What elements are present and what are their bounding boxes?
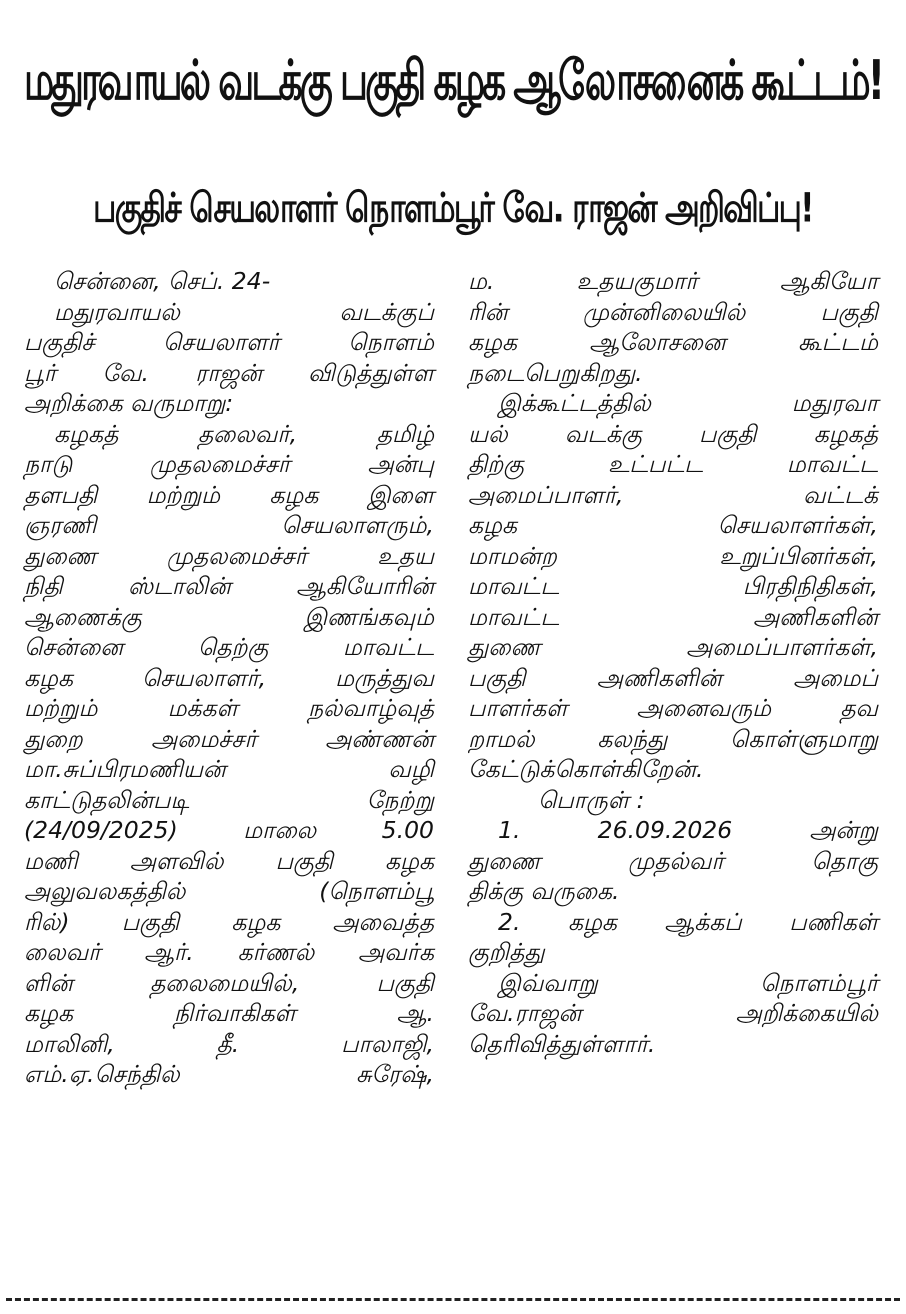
body-line: துணை முதல்வர் தொகு [468, 846, 878, 875]
body-line: (24/09/2025) மாலை 5.00 [24, 816, 434, 844]
body-line: பாளர்கள் அனைவரும் தவ [468, 694, 878, 722]
body-line: எம்.ஏ.செந்தில் சுரேஷ், [24, 1060, 434, 1088]
body-line: நடைபெறுகிறது. [468, 358, 643, 387]
body-line: துணை முதலமைச்சர் உதய [24, 541, 434, 570]
body-line: இக்கூட்டத்தில் மதுரவா [498, 389, 878, 417]
body-line: பகுதிச் செயலாளர் நொளம் [24, 328, 434, 356]
body-line: கழகத் தலைவர், தமிழ் [54, 419, 434, 448]
body-line: ஞரணி செயலாளரும், [24, 511, 434, 539]
body-line: நாடு முதலமைச்சர் அன்பு [24, 450, 434, 478]
article-column-right [468, 266, 878, 1059]
body-line: மாவட்ட அணிகளின் [468, 602, 878, 631]
dashed-divider [6, 1298, 900, 1301]
body-line: வே.ராஜன் அறிக்கையில் [468, 999, 878, 1027]
body-line: நிதி ஸ்டாலின் ஆகியோரின் [24, 572, 434, 600]
body-line: மா.சுப்பிரமணியன் வழி [24, 755, 434, 783]
body-line: யல் வடக்கு பகுதி கழகத் [468, 419, 878, 448]
body-line: லைவர் ஆர். கர்ணல் அவர்க [24, 938, 434, 966]
body-line: திற்கு உட்பட்ட மாவட்ட [468, 450, 878, 478]
body-line: மதுரவாயல் வடக்குப் [54, 297, 434, 326]
body-line: சென்னை தெற்கு மாவட்ட [24, 633, 434, 661]
subject-heading: பொருள் : [538, 785, 645, 814]
body-line: அமைப்பாளர், வட்டக் [468, 480, 878, 509]
agenda-item-2: 2. கழக ஆக்கப் பணிகள் [498, 907, 878, 936]
body-line: மணி அளவில் பகுதி கழக [24, 846, 434, 875]
body-line: ம. உதயகுமார் ஆகியோ [468, 267, 878, 295]
body-line: பகுதி அணிகளின் அமைப் [468, 663, 878, 692]
body-line: கழக செயலாளர், மருத்துவ [24, 663, 434, 692]
subheadline: பகுதிச் செயலாளர் நொளம்பூர் வே. ராஜன் அறிவிப்பு! [93, 185, 813, 232]
headline: மதுரவாயல் வடக்கு பகுதி கழக ஆலோசனைக் கூட்டம்! [23, 48, 883, 112]
body-line: ளின் தலைமையில், பகுதி [24, 968, 434, 997]
body-line: தெரிவித்துள்ளார். [468, 1029, 656, 1058]
body-line: கழக செயலாளர்கள், [468, 511, 878, 539]
body-line: அறிக்கை வருமாறு: [24, 389, 234, 417]
dateline: சென்னை, செப். 24- [54, 267, 271, 295]
body-line: மாவட்ட பிரதிநிதிகள், [468, 572, 878, 600]
body-line: அலுவலகத்தில் (நொளம்பூ [24, 877, 434, 905]
body-line: துணை அமைப்பாளர்கள், [468, 633, 878, 661]
body-line: துறை அமைச்சர் அண்ணன் [24, 724, 434, 753]
body-line: இவ்வாறு நொளம்பூர் [498, 968, 878, 997]
agenda-item-1: 1. 26.09.2026 அன்று [498, 816, 878, 844]
article-column-left [24, 266, 434, 1090]
body-line: ரின் முன்னிலையில் பகுதி [468, 297, 878, 326]
body-line: காட்டுதலின்படி நேற்று [24, 785, 434, 814]
body-line: ஆணைக்கு இணங்கவும் [24, 602, 434, 631]
body-line: மாமன்ற உறுப்பினர்கள், [468, 541, 878, 570]
body-line: றாமல் கலந்து கொள்ளுமாறு [468, 724, 878, 753]
body-line: ரில்) பகுதி கழக அவைத்த [24, 907, 434, 936]
body-line: மாலினி, தீ. பாலாஜி, [24, 1029, 434, 1058]
body-line: கழக ஆலோசனை கூட்டம் [468, 328, 878, 356]
body-line: தளபதி மற்றும் கழக இளை [24, 480, 434, 509]
body-line: கேட்டுக்கொள்கிறேன். [468, 755, 704, 783]
body-line: திக்கு வருகை. [468, 877, 620, 905]
body-line: மற்றும் மக்கள் நல்வாழ்வுத் [24, 694, 434, 722]
body-line: பூர் வே. ராஜன் விடுத்துள்ள [24, 358, 434, 387]
body-line: கழக நிர்வாகிகள் ஆ. [24, 999, 434, 1027]
body-line: குறித்து [468, 938, 545, 966]
